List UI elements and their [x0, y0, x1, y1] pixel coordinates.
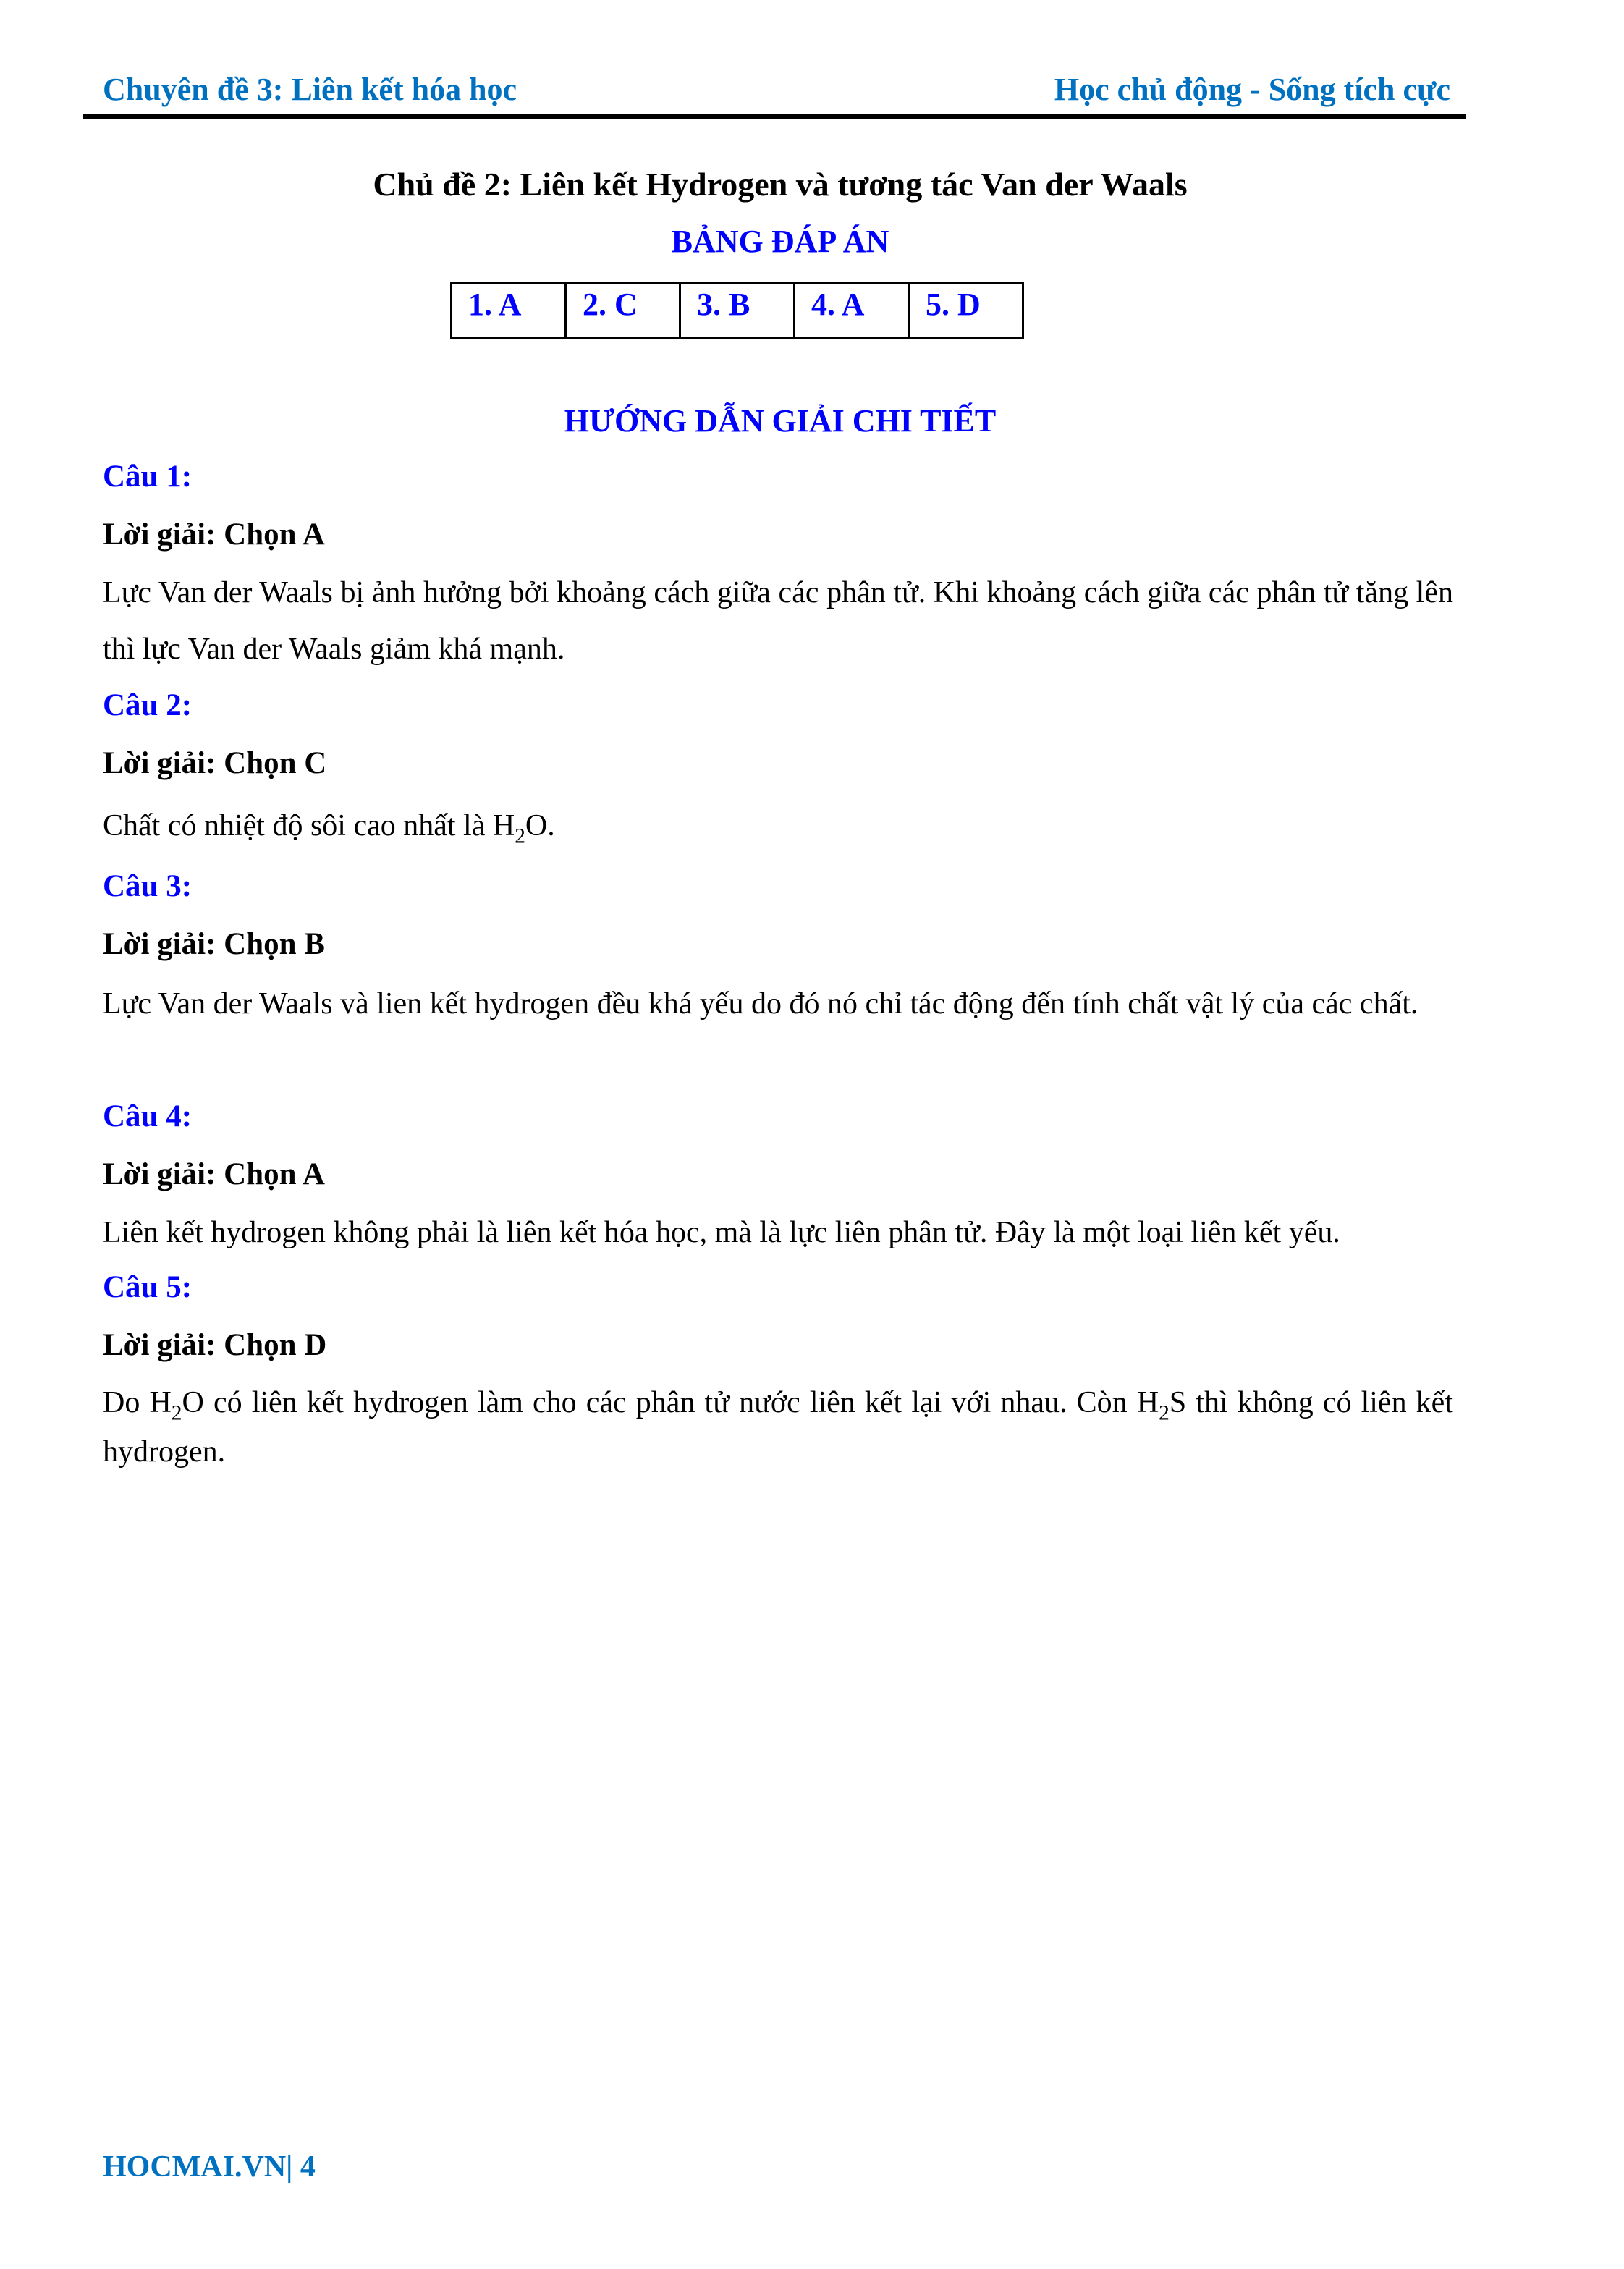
- explanation-text: Lực Van der Waals và lien kết hydrogen đều khá yếu do đó nó chỉ tác động đến tính chất vật lý của các chất.: [103, 987, 1418, 1021]
- question-4: [103, 1099, 1453, 1134]
- question-label: Câu 3:: [103, 869, 193, 903]
- solution-label: Lời giải: Chọn D: [103, 1328, 327, 1362]
- answer-key-title: BẢNG ĐÁP ÁN: [671, 224, 889, 259]
- solution-label: Lời giải: Chọn A: [103, 1157, 325, 1191]
- question-label: Câu 2:: [103, 688, 193, 722]
- topic-title: Chủ đề 2: Liên kết Hydrogen và tương tác Van der Waals: [373, 166, 1188, 203]
- solutions-title: HƯỚNG DẪN GIẢI CHI TIẾT: [564, 403, 997, 439]
- explanation-4: [103, 1204, 1453, 1261]
- solution-4: [103, 1157, 1453, 1192]
- explanation-1: [103, 565, 1453, 677]
- question-5: [103, 1269, 1453, 1305]
- explanation-5: [103, 1378, 1453, 1476]
- solution-1: [103, 517, 1453, 552]
- explanation-text: Chất có nhiệt độ sôi cao nhất là $H_2O$.: [103, 809, 555, 848]
- solution-label: Lời giải: Chọn C: [103, 746, 327, 780]
- answer-cell: 5. D: [909, 284, 1023, 339]
- answer-cell: 4. A: [795, 284, 909, 339]
- formula-h2o: $H_2O$: [492, 809, 548, 848]
- answer-cell: 3. B: [680, 284, 795, 339]
- chapter-title: Chuyên đề 3: Liên kết hóa học: [103, 72, 517, 107]
- solution-label: Lời giải: Chọn A: [103, 517, 325, 552]
- question-label: Câu 4:: [103, 1099, 193, 1133]
- question-label: Câu 1:: [103, 460, 193, 494]
- explanation-2: [103, 798, 1453, 854]
- formula-h2s: $H_2S$: [1136, 1386, 1187, 1425]
- question-2: [103, 688, 1453, 723]
- explanation-text: Do $H_2O$ có liên kết hydrogen làm cho các phân tử nước liên kết lại với nhau. Còn $H_2S$ thì không có liên kết hydrogen.: [103, 1386, 1453, 1469]
- solution-2: [103, 745, 1453, 781]
- page-header: [103, 71, 1450, 114]
- page-footer: HOCMAI.VN| 4: [103, 2150, 316, 2184]
- explanation-text: Liên kết hydrogen không phải là liên kết hóa học, mà là lực liên phân tử. Đây là một loại liên kết yếu.: [103, 1216, 1340, 1249]
- answer-key-row: [452, 284, 1023, 339]
- explanation-text: Lực Van der Waals bị ảnh hưởng bởi khoảng cách giữa các phân tử. Khi khoảng cách giữa các phân tử tăng lên thì lực Van der Waals giảm khá mạnh.: [103, 576, 1453, 666]
- question-label: Câu 5:: [103, 1270, 193, 1304]
- solution-5: [103, 1327, 1453, 1363]
- header-divider: [83, 114, 1466, 119]
- question-1: [103, 459, 1453, 494]
- answer-cell: 1. A: [452, 284, 566, 339]
- answer-cell: 2. C: [566, 284, 680, 339]
- formula-h2o: $H_2O$: [149, 1386, 204, 1425]
- solution-label: Lời giải: Chọn B: [103, 927, 325, 961]
- explanation-3: [103, 976, 1453, 1032]
- solution-3: [103, 926, 1453, 962]
- question-3: [103, 869, 1453, 904]
- answer-key-table: [450, 282, 1024, 339]
- slogan: Học chủ động - Sống tích cực: [1054, 72, 1450, 107]
